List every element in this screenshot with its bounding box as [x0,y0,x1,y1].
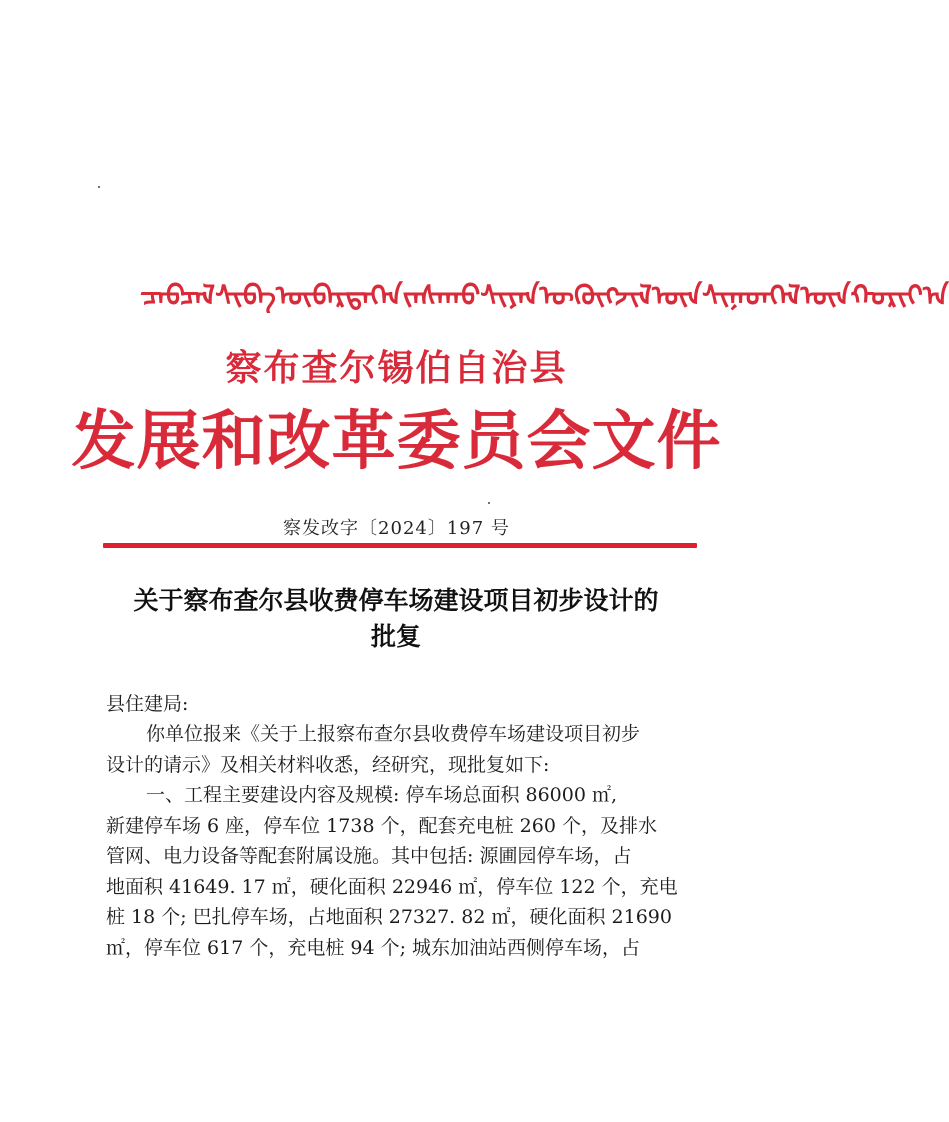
text-line: 地面积 41649. 17 ㎡，硬化面积 22946 ㎡，停车位 122 个，充电 [106,875,678,898]
title-line: 批复 [370,622,421,651]
title-line: 关于察布查尔县收费停车场建设项目初步设计的 [133,586,659,615]
mongolian-word: ᠦᠨ [800,279,851,312]
mongolian-word: ᠦᠨ [651,279,703,312]
mongolian-header [140,279,949,328]
document-title [96,583,696,655]
mongolian-word: ᠦᠪᠡᠷᠲᠡᠭᠡᠨ [275,279,403,312]
text-line: 新建停车场 6 座，停车位 1738 个，配套充电桩 260 个，及排水 [106,814,657,837]
text-line: 设计的请示》及相关材料收悉，经研究，现批复如下: [106,753,550,776]
text-line: 管网、电力设备等配套附属设施。其中包括: 源圃园停车场，占 [106,845,632,867]
paragraph-construction-scope [106,780,696,963]
text-line: 你单位报来《关于上报察布查尔县收费停车场建设项目初步 [146,723,641,745]
mongolian-word: ᠬᠣᠷᠢᠶ᠎ᠠ [850,279,949,312]
mongolian-word: ᠦ [539,279,575,312]
issuing-county: 察布查尔锡伯自治县 [225,348,568,389]
paragraph-intro [106,719,696,780]
mongolian-word: ᠵᠠᠰᠠᠬᠤ [402,279,481,312]
addressee: 县住建局: [106,693,189,715]
document-number: 察发改字〔2024〕197 号 [283,518,510,539]
mongolian-word: ᠰᠢᠶᠠᠨ [480,279,540,312]
text-line: ㎡，停车位 617 个，充电桩 94 个; 城东加油站西侧停车场，占 [106,936,641,959]
mongolian-word: ᠰᠢᠨᠡᠳᠬᠡᠯ [702,279,801,312]
text-line: 一、工程主要建设内容及规模: 停车场总面积 86000 ㎡, [146,784,618,806]
red-divider-rule [103,543,697,548]
mongolian-word: ᠬᠦᠭᠵᠢᠯ [574,279,652,312]
mongolian-word: ᠴᠠᠪᠴᠠᠯ [140,279,216,312]
mongolian-word: ᠰᠢᠪᠡ [215,279,276,312]
scan-speck [488,502,490,504]
scan-speck [98,186,100,188]
text-line: 桩 18 个; 巴扎停车场，占地面积 27327. 82 ㎡，硬化面积 21690 [106,906,672,928]
issuing-agency-document-header: 发展和改革委员会文件 [71,405,722,479]
